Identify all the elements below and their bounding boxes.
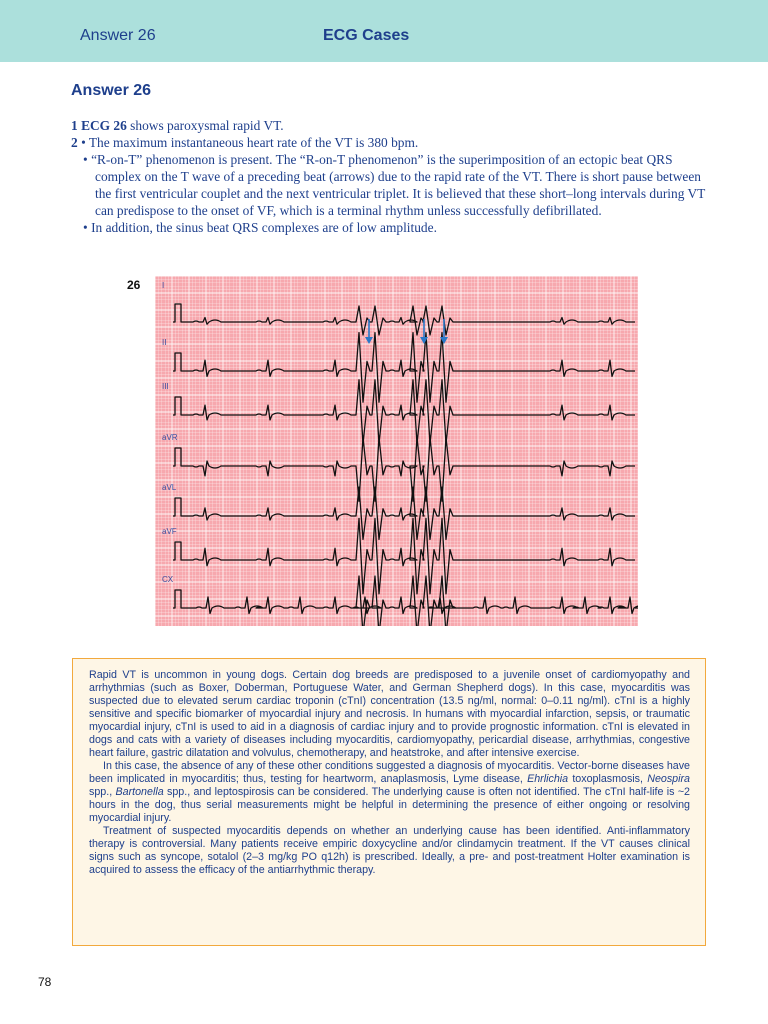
note-p2-bartonella: Bartonella: [115, 786, 164, 798]
ecg-lead-label: II: [162, 338, 167, 347]
bullet-glyph: •: [83, 152, 88, 167]
bullet-1: The maximum instantaneous heart rate of the VT is 380 bpm.: [88, 135, 419, 150]
running-head-title: ECG Cases: [323, 27, 410, 44]
note-paragraph-2: [89, 760, 690, 825]
item-1-text: shows paroxysmal rapid VT.: [126, 118, 284, 133]
ecg-figure: [155, 276, 638, 626]
item-1-ecg-ref: ECG 26: [81, 118, 127, 133]
ecg-lead-label: aVL: [162, 483, 177, 492]
ecg-lead-label: CX: [162, 575, 174, 584]
answer-item-1: [71, 117, 711, 134]
note-p2-part-c: spp.,: [89, 786, 116, 798]
note-p2-neospira: Neospira: [647, 773, 691, 785]
ecg-lead-label: III: [162, 382, 169, 391]
bullet-2: “R-on-T” phenomenon is present. The “R-on-T phenomenon” is the superimposition of an ectopic beat QRS complex on the T wave of a preceding beat (arrows) due to the rapid rate of the VT. There is short pause between the first ventricular couplet and the next ventricular triplet. It is believed that these short–long intervals during VT can predispose to the onset of VF, which is a terminal rhythm unless successfully defibrillated.: [91, 152, 706, 218]
clinical-note-box: [72, 658, 706, 946]
note-paragraph-3: Treatment of suspected myocarditis depends on whether an underlying cause has been identified. Anti-inflammatory therapy is controversial. Many patients receive empiric doxycycline and/or clindamycin treatment. If the VT causes clinical signs such as syncope, sotalol (2–3 mg/kg PO q12h) is prescribed. Ideally, a pre- and post-treatment Holter examination is acquired to assess the efficacy of the antiarrhythmic therapy.: [89, 825, 690, 876]
note-p2-part-d: spp., and leptospirosis can be considered. The underlying cause is often not identified. The cTnI half-life is ~2 hours in the dog, thus serial measurements might be helpful in determining the presence of either ongoing or resolving myocardial injury.: [89, 786, 691, 824]
bullet-glyph: •: [81, 135, 86, 150]
note-p2-part-a: In this case, the absence of any of these other conditions suggested a diagnosis of myocarditis. Vector-borne diseases have been implicated in myocarditis; thus, testing for heartworm, anaplasmosis, Lyme disease,: [89, 760, 690, 785]
bullet-2-row: [71, 151, 711, 219]
answer-text: [71, 117, 711, 236]
item-2-number: 2: [71, 135, 78, 150]
bullet-3: In addition, the sinus beat QRS complexes are of low amplitude.: [91, 220, 437, 235]
bullet-3-row: [71, 219, 711, 236]
answer-heading: Answer 26: [71, 82, 152, 99]
note-paragraph-1: Rapid VT is uncommon in young dogs. Certain dog breeds are predisposed to a juvenile onset of cardiomyopathy and arrhythmias (such as Boxer, Doberman, Portuguese Water, and German Shepherd dogs). In this case, myocarditis was suspected due to elevated serum cardiac troponin (cTnI) concentration (13.5 ng/ml, normal: 0–0.11 ng/ml). cTnI is a highly sensitive and specific biomarker of myocardial injury and necrosis. In humans with myocardial infarction, sepsis, or traumatic myocardial injury, cTnI is used to aid in a diagnosis of cardiac injury and to provide prognostic information. cTnI is elevated in dogs and cats with a variety of diseases including myocarditis, cardiomyopathy, pericardial disease, arrhythmias, congestive heart failure, gastric dilatation and volvulus, chemotherapy, and heatstroke, and after intensive exercise.: [89, 669, 690, 759]
page-number: 78: [38, 975, 52, 989]
ecg-lead-label: aVR: [162, 433, 178, 442]
ecg-lead-label: aVF: [162, 527, 177, 536]
item-1-number: 1: [71, 118, 78, 133]
running-head-answer: Answer 26: [80, 27, 156, 44]
note-p2-part-b: toxoplasmosis,: [568, 773, 648, 785]
ecg-lead-label: I: [162, 281, 165, 290]
note-p2-ehrlichia: Ehrlichia: [527, 773, 569, 785]
answer-item-2: [71, 134, 711, 151]
figure-number: 26: [127, 278, 141, 292]
bullet-glyph: •: [83, 220, 88, 235]
